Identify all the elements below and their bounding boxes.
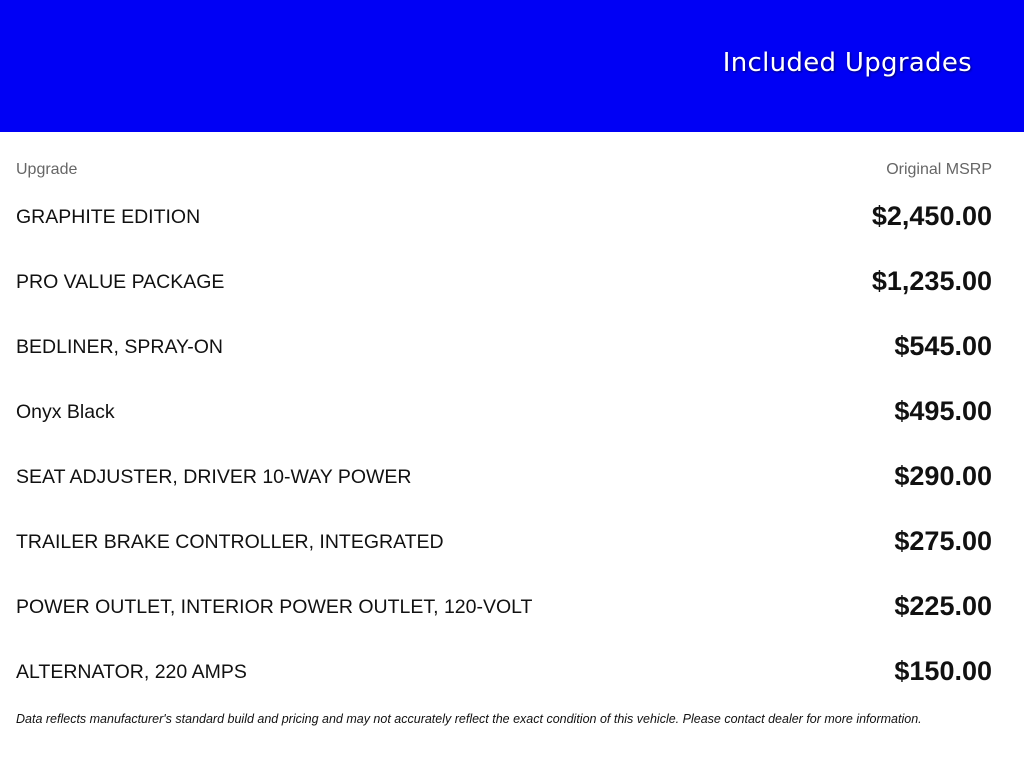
upgrade-name: ALTERNATOR, 220 AMPS <box>16 661 247 683</box>
disclaimer-text: Data reflects manufacturer's standard build and pricing and may not accurately reflect the exact condition of this vehicle. Please contact dealer for more information. <box>16 712 922 726</box>
header-banner <box>0 0 1024 132</box>
upgrade-price: $290.00 <box>894 461 992 491</box>
table-row <box>16 184 992 249</box>
table-row <box>16 574 992 639</box>
table-row <box>16 379 992 444</box>
column-header-upgrade: Upgrade <box>16 161 78 178</box>
upgrade-price: $150.00 <box>894 656 992 686</box>
table-body <box>16 184 992 704</box>
table-row <box>16 639 992 704</box>
upgrade-name: TRAILER BRAKE CONTROLLER, INTEGRATED <box>16 531 444 553</box>
upgrade-name: SEAT ADJUSTER, DRIVER 10-WAY POWER <box>16 466 412 488</box>
column-header-msrp: Original MSRP <box>886 161 992 178</box>
table-row <box>16 444 992 509</box>
table-header <box>16 160 992 180</box>
table-row <box>16 249 992 314</box>
page-title: Included Upgrades <box>722 48 972 78</box>
upgrade-name: POWER OUTLET, INTERIOR POWER OUTLET, 120-VOLT <box>16 596 533 618</box>
upgrade-price: $2,450.00 <box>871 201 992 231</box>
upgrade-price: $275.00 <box>894 526 992 556</box>
upgrades-table <box>16 160 992 686</box>
upgrade-price: $225.00 <box>894 591 992 621</box>
upgrade-name: PRO VALUE PACKAGE <box>16 271 225 293</box>
upgrade-name: GRAPHITE EDITION <box>16 206 201 228</box>
table-row <box>16 509 992 574</box>
upgrade-price: $1,235.00 <box>871 266 992 296</box>
upgrade-name: Onyx Black <box>16 401 115 423</box>
upgrade-price: $495.00 <box>894 396 992 426</box>
upgrade-name: BEDLINER, SPRAY-ON <box>16 336 223 358</box>
upgrade-price: $545.00 <box>894 331 992 361</box>
table-row <box>16 314 992 379</box>
